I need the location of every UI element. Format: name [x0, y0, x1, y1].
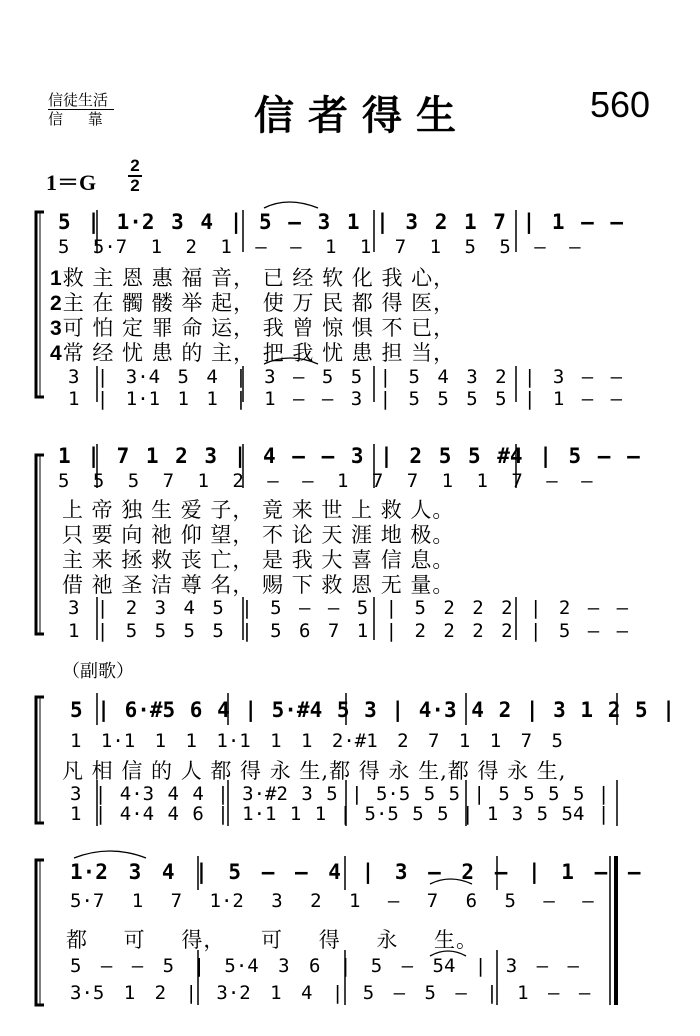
system-2-tenor: 3 | 2 3 4 5 | 5 – – 5 | 5 2 2 2 | 2 – – — [68, 597, 629, 619]
hymn-number: 560 — [590, 84, 651, 125]
system-1-soprano: 5 | 1·2 3 4 | 5 – 3 1 | 3 2 1 7 | 1 – – — [58, 210, 624, 234]
system-4-alto: 5·7 1 7 1·2 3 2 1 – 7 6 5 – – — [70, 890, 594, 912]
system-3-alto: 1 1·1 1 1 1·1 1 1 2·#1 2 7 1 1 7 5 — [70, 730, 563, 752]
lyric-line: 可 怕 定 罪 命 运， 我 曾 惊 惧 不 已， — [62, 316, 456, 340]
lyric-line: 救 主 恩 惠 福 音， 已 经 软 化 我 心， — [62, 266, 456, 290]
system-3-chorus-lyrics: 凡 相 信 的 人 都 得 永 生,都 得 永 生,都 得 永 生, — [62, 759, 567, 783]
system-2-soprano: 1 | 7 1 2 3 | 4 – – 3 | 2 5 5 #4 | 5 – – — [58, 444, 640, 468]
verse-number: 1 — [50, 267, 63, 290]
category-line-1: 信徒生活 — [48, 91, 109, 109]
key-signature: 1＝G — [46, 170, 97, 195]
system-1-alto: 5 5·7 1 2 1 – – 1 1 7 1 5 5 – – — [58, 236, 581, 258]
system-4-chorus-lyrics: 都 可 得， 可 得 永 生。 — [66, 928, 479, 952]
system-1-bass: 1 | 1·1 1 1 | 1 – – 3 | 5 5 5 5 | 1 – – — [68, 388, 623, 410]
system-4-tenor: 5 – – 5 | 5·4 3 6 | 5 – 54 | 3 – – — [70, 955, 579, 977]
verse-number: 3 — [50, 317, 63, 340]
lyric-line: 主 在 髑 髅 举 起， 使 万 民 都 得 医， — [62, 291, 456, 315]
verse-number: 4 — [50, 342, 63, 365]
system-4-soprano: 1·2 3 4 | 5 – – 4 | 3 – 2 – | 1 – – — [70, 860, 641, 884]
system-2-bass: 1 | 5 5 5 5 | 5 6 7 1 | 2 2 2 2 | 5 – – — [68, 620, 629, 642]
system-3-soprano: 5 | 6·#5 6 4 | 5·#4 5 3 | 4·3 4 2 | 3 1 2 5 | — [70, 698, 675, 722]
verse-number: 2 — [50, 292, 63, 315]
lyric-line: 常 经 忧 患 的 主， 把 我 忧 患 担 当， — [62, 341, 456, 365]
time-signature-bottom: 2 — [130, 176, 140, 195]
system-4-bass: 3·5 1 2 | 3·2 1 4 | 5 – 5 – | 1 – – — [70, 982, 591, 1004]
system-2-alto: 5 5 5 7 1 2 – – 1 7 7 1 1 7 – – — [58, 470, 593, 492]
system-1-verse-4 — [50, 337, 455, 367]
category-line-2: 信 靠 — [48, 110, 113, 128]
system-2-verse-2: 只 要 向 祂 仰 望， 不 论 天 涯 地 极。 — [62, 523, 455, 547]
hymn-title: 信者得生 — [254, 92, 470, 139]
system-2-verse-4: 借 祂 圣 洁 尊 名， 赐 下 救 恩 无 量。 — [62, 573, 455, 597]
system-2-verse-1: 上 帝 独 生 爱 子， 竟 来 世 上 救 人。 — [62, 498, 455, 522]
chorus-label: （副歌） — [62, 661, 134, 682]
system-3-tenor: 3 | 4·3 4 4 | 3·#2 3 5 | 5·5 5 5 | 5 5 5 5 | — [70, 783, 610, 805]
time-signature-top: 2 — [130, 156, 140, 175]
system-2-verse-3: 主 来 拯 救 丧 亡， 是 我 大 喜 信 息。 — [62, 548, 455, 572]
system-3-bass: 1 | 4·4 4 6 | 1·1 1 1 | 5·5 5 5 | 1 3 5 54 | — [70, 803, 610, 825]
system-1-tenor: 3 | 3·4 5 4 | 3 – 5 5 | 5 4 3 2 | 3 – – — [68, 366, 623, 388]
